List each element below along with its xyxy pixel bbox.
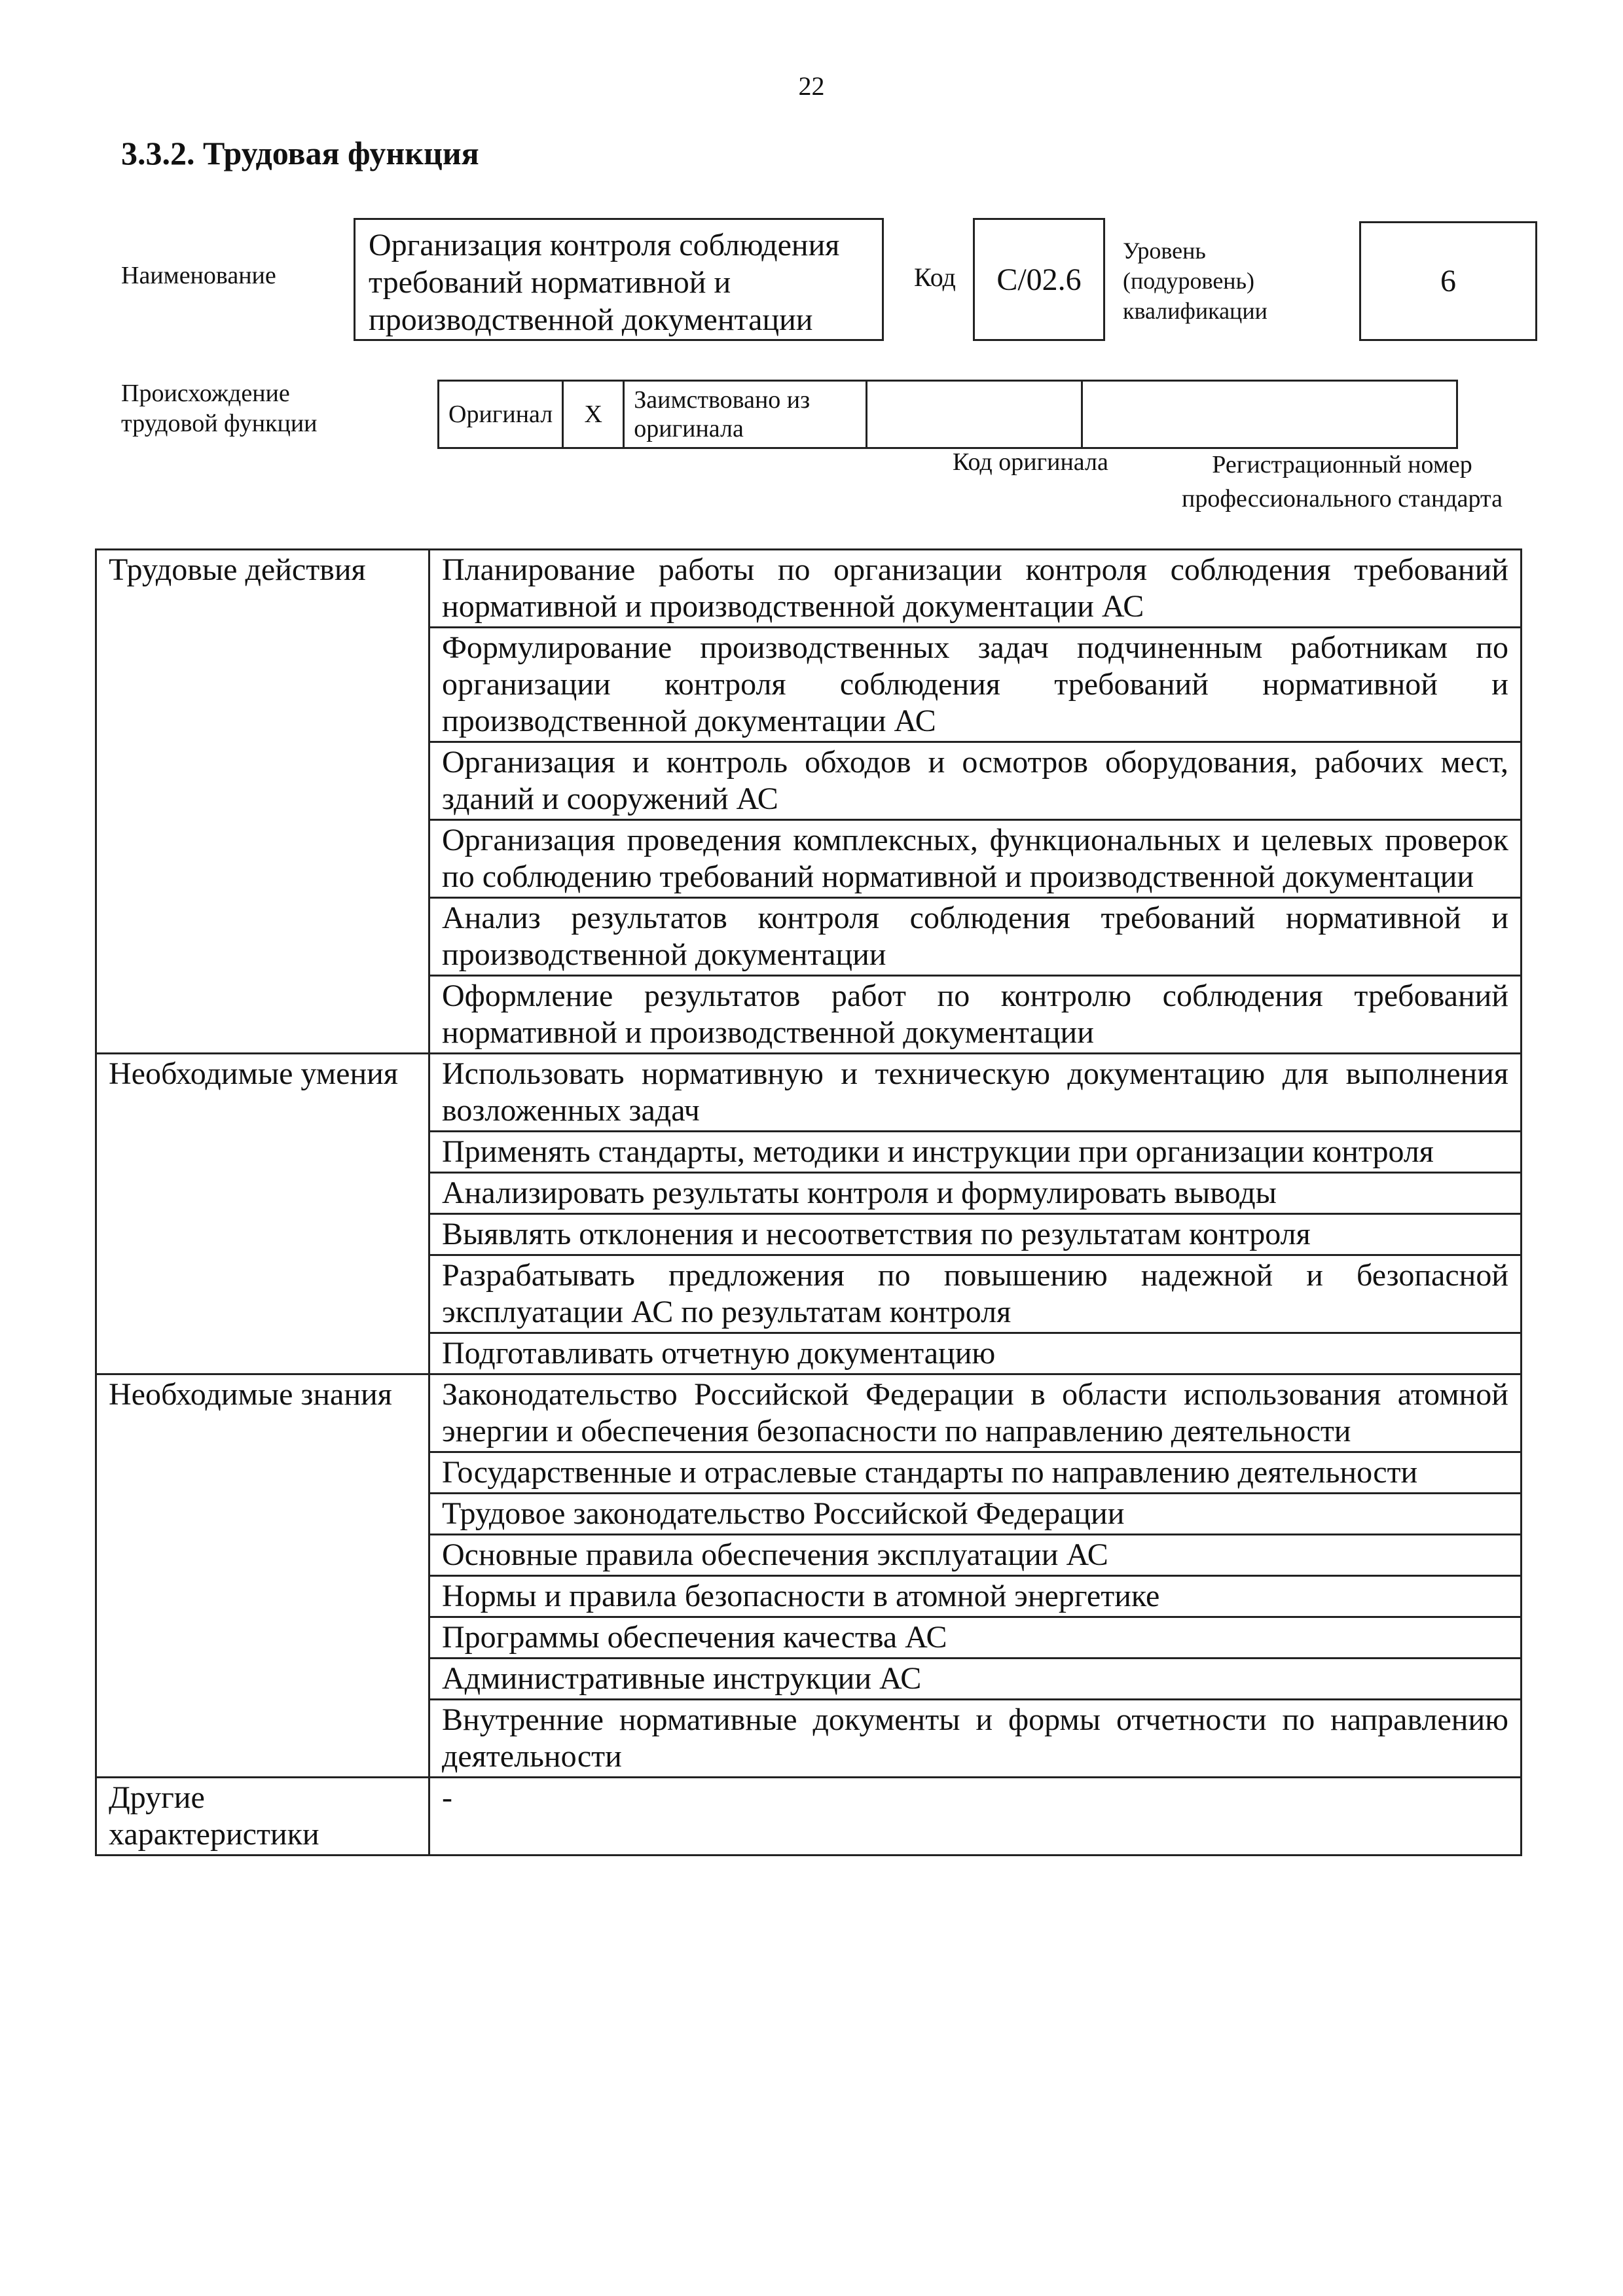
item-cell: Использовать нормативную и техническую документацию для выполнения возложенных задач xyxy=(429,1054,1522,1132)
category-cell-required-knowledge: Необходимые знания xyxy=(96,1374,429,1778)
origin-label-line: трудовой функции xyxy=(121,410,318,437)
code-label: Код xyxy=(914,262,956,292)
level-label xyxy=(1123,236,1267,326)
table-row xyxy=(96,1374,1522,1452)
item-cell: Государственные и отраслевые стандарты по направлению деятельности xyxy=(429,1452,1522,1494)
item-cell: Разрабатывать предложения по повышению надежной и безопасной эксплуатации АС по результатам контроля xyxy=(429,1255,1522,1333)
original-mark: X xyxy=(584,401,602,428)
item-cell: Административные инструкции АС xyxy=(429,1659,1522,1700)
item-cell: Законодательство Российской Федерации в области использования атомной энергии и обеспечения безопасности по направлению деятельности xyxy=(429,1374,1522,1452)
reg-number-caption: Регистрационный номер профессионального стандарта xyxy=(1182,451,1503,512)
level-label-line: Уровень xyxy=(1123,238,1206,264)
origin-code-caption: Код оригинала xyxy=(953,448,1108,476)
page-number: 22 xyxy=(798,71,825,101)
item-cell: Применять стандарты, методики и инструкции при организации контроля xyxy=(429,1132,1522,1173)
item-cell: Оформление результатов работ по контролю соблюдения требований нормативной и производственной документации xyxy=(429,976,1522,1054)
category-cell-labor-actions: Трудовые действия xyxy=(96,550,429,1054)
function-table xyxy=(95,548,1522,1856)
origin-table xyxy=(437,380,1458,449)
origin-label-line: Происхождение xyxy=(121,380,290,407)
original-mark-cell xyxy=(563,381,624,448)
origin-row xyxy=(439,381,1457,448)
item-cell: Выявлять отклонения и несоответствия по результатам контроля xyxy=(429,1214,1522,1255)
origin-code-cell xyxy=(867,381,1082,448)
item-cell: Основные правила обеспечения эксплуатации АС xyxy=(429,1535,1522,1576)
level-box xyxy=(1359,221,1537,341)
code-value: С/02.6 xyxy=(996,262,1082,297)
original-label-cell xyxy=(439,381,563,448)
code-box xyxy=(973,218,1105,341)
table-row xyxy=(96,550,1522,628)
category-cell-other-characteristics: Другие характеристики xyxy=(96,1778,429,1856)
function-table-body xyxy=(96,550,1522,1856)
item-cell: Программы обеспечения качества АС xyxy=(429,1617,1522,1659)
original-label: Оригинал xyxy=(448,401,553,428)
item-cell: Анализировать результаты контроля и формулировать выводы xyxy=(429,1173,1522,1214)
table-row xyxy=(96,1778,1522,1856)
level-label-line: (подуровень) xyxy=(1123,268,1254,294)
table-row xyxy=(96,1054,1522,1132)
function-name-value: Организация контроля соблюдения требований нормативной и производственной документации xyxy=(369,228,840,337)
item-cell: Анализ результатов контроля соблюдения требований нормативной и производственной документации xyxy=(429,898,1522,976)
item-cell: Внутренние нормативные документы и формы отчетности по направлению деятельности xyxy=(429,1700,1522,1778)
level-label-line: квалификации xyxy=(1123,298,1267,324)
reg-number-cell xyxy=(1082,381,1457,448)
item-cell: Организация и контроль обходов и осмотров оборудования, рабочих мест, зданий и сооружений АС xyxy=(429,742,1522,820)
category-cell-required-skills: Необходимые умения xyxy=(96,1054,429,1374)
name-label: Наименование xyxy=(121,262,276,289)
level-value: 6 xyxy=(1440,264,1456,298)
origin-label xyxy=(121,378,318,439)
item-cell: Нормы и правила безопасности в атомной энергетике xyxy=(429,1576,1522,1617)
section-title: 3.3.2. Трудовая функция xyxy=(121,135,479,171)
item-cell: Планирование работы по организации контроля соблюдения требований нормативной и производственной документации АС xyxy=(429,550,1522,628)
borrowed-label: Заимствовано из оригинала xyxy=(634,386,811,442)
item-cell: Формулирование производственных задач подчиненным работникам по организации контроля соблюдения требований нормативной и производственной документации АС xyxy=(429,628,1522,742)
item-cell: - xyxy=(429,1778,1522,1856)
item-cell: Трудовое законодательство Российской Федерации xyxy=(429,1494,1522,1535)
function-name-box xyxy=(354,218,884,341)
item-cell: Организация проведения комплексных, функциональных и целевых проверок по соблюдению требований нормативной и производственной документации xyxy=(429,820,1522,898)
item-cell: Подготавливать отчетную документацию xyxy=(429,1333,1522,1374)
borrowed-label-cell xyxy=(624,381,867,448)
